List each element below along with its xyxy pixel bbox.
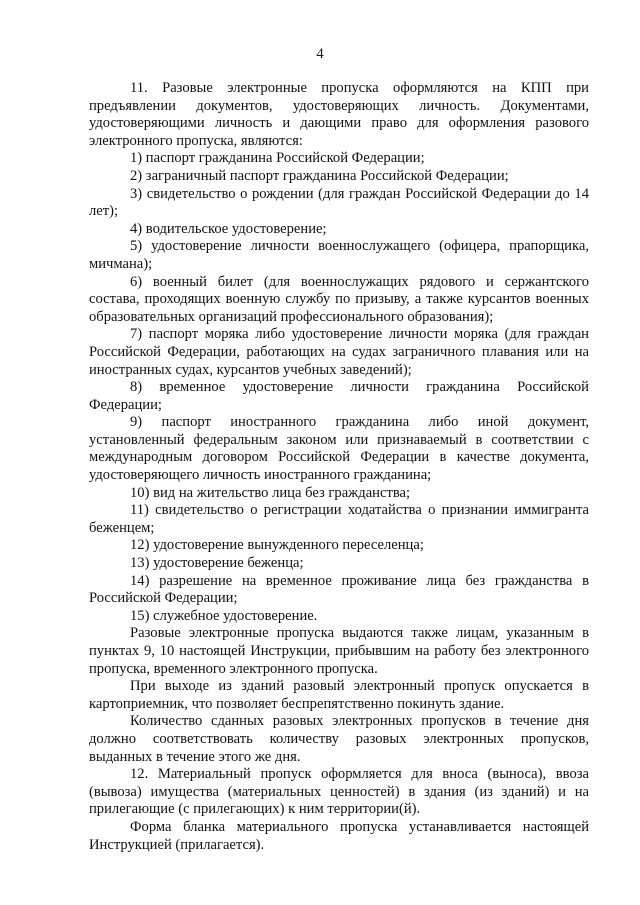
list-item: 4) водительское удостоверение;: [130, 220, 327, 237]
list-item: 11) свидетельство о регистрации ходатайства о признании иммигранта беженцем;: [89, 502, 589, 536]
list-item: 8) временное удостоверение личности гражданина Российской Федерации;: [89, 379, 589, 413]
paragraph: Разовые электронные пропуска выдаются также лицам, указанным в пунктах 9, 10 настоящей Инструкции, прибывшим на работу без электронного пропуска, временного электронного пропуска.: [89, 625, 589, 677]
list-item: 13) удостоверение беженца;: [130, 555, 304, 572]
list-item: 5) удостоверение личности военнослужащего (офицера, прапорщика, мичмана);: [89, 238, 589, 272]
list-item: 1) паспорт гражданина Российской Федерации;: [130, 150, 425, 167]
list-item: 6) военный билет (для военнослужащих рядового и сержантского состава, проходящих военную службу по призыву, а также курсантов военных образовательных организаций профессионального образования);: [89, 273, 589, 325]
list-item: 7) паспорт моряка либо удостоверение личности моряка (для граждан Российской Федерации, работающих на судах заграничного плавания или на иностранных судах, курсантов учебных заведений);: [89, 326, 589, 378]
paragraph: При выходе из зданий разовый электронный пропуск опускается в картоприемник, что позволяет беспрепятственно покинуть здание.: [89, 678, 589, 712]
list-item: 14) разрешение на временное проживание лица без гражданства в Российской Федерации;: [89, 572, 589, 607]
paragraph: Форма бланка материального пропуска устанавливается настоящей Инструкцией (прилагается).: [89, 818, 589, 853]
list-item: 10) вид на жительство лица без гражданства;: [130, 484, 411, 501]
document-body: [89, 80, 589, 854]
list-item: 15) служебное удостоверение.: [130, 607, 318, 624]
paragraph: 12. Материальный пропуск оформляется для вноса (выноса), ввоза (вывоза) имущества (материальных ценностей) в здания (из зданий) и на прилегающие (с прилегающих) к ним территории(й).: [89, 766, 589, 818]
page-number: 4: [316, 46, 324, 62]
paragraph: 11. Разовые электронные пропуска оформляются на КПП при предъявлении документов, удостоверяющих личность. Документами, удостоверяющими личность и дающими право для оформления разового электронного пропуска, являются:: [89, 80, 589, 149]
paragraph: Количество сданных разовых электронных пропусков в течение дня должно соответствовать количеству разовых электронных пропусков, выданных в течение этого же дня.: [89, 713, 589, 765]
list-item: 2) заграничный паспорт гражданина Российской Федерации;: [130, 167, 509, 184]
list-item: 3) свидетельство о рождении (для граждан Российской Федерации до 14 лет);: [89, 185, 589, 220]
list-item: 12) удостоверение вынужденного переселенца;: [130, 537, 424, 554]
list-item: 9) паспорт иностранного гражданина либо иной документ, установленный федеральным законом или признаваемый в соответствии с международным договором Российской Федерации в качестве документа, удостоверяющего личность иностранного гражданина;: [89, 414, 589, 484]
